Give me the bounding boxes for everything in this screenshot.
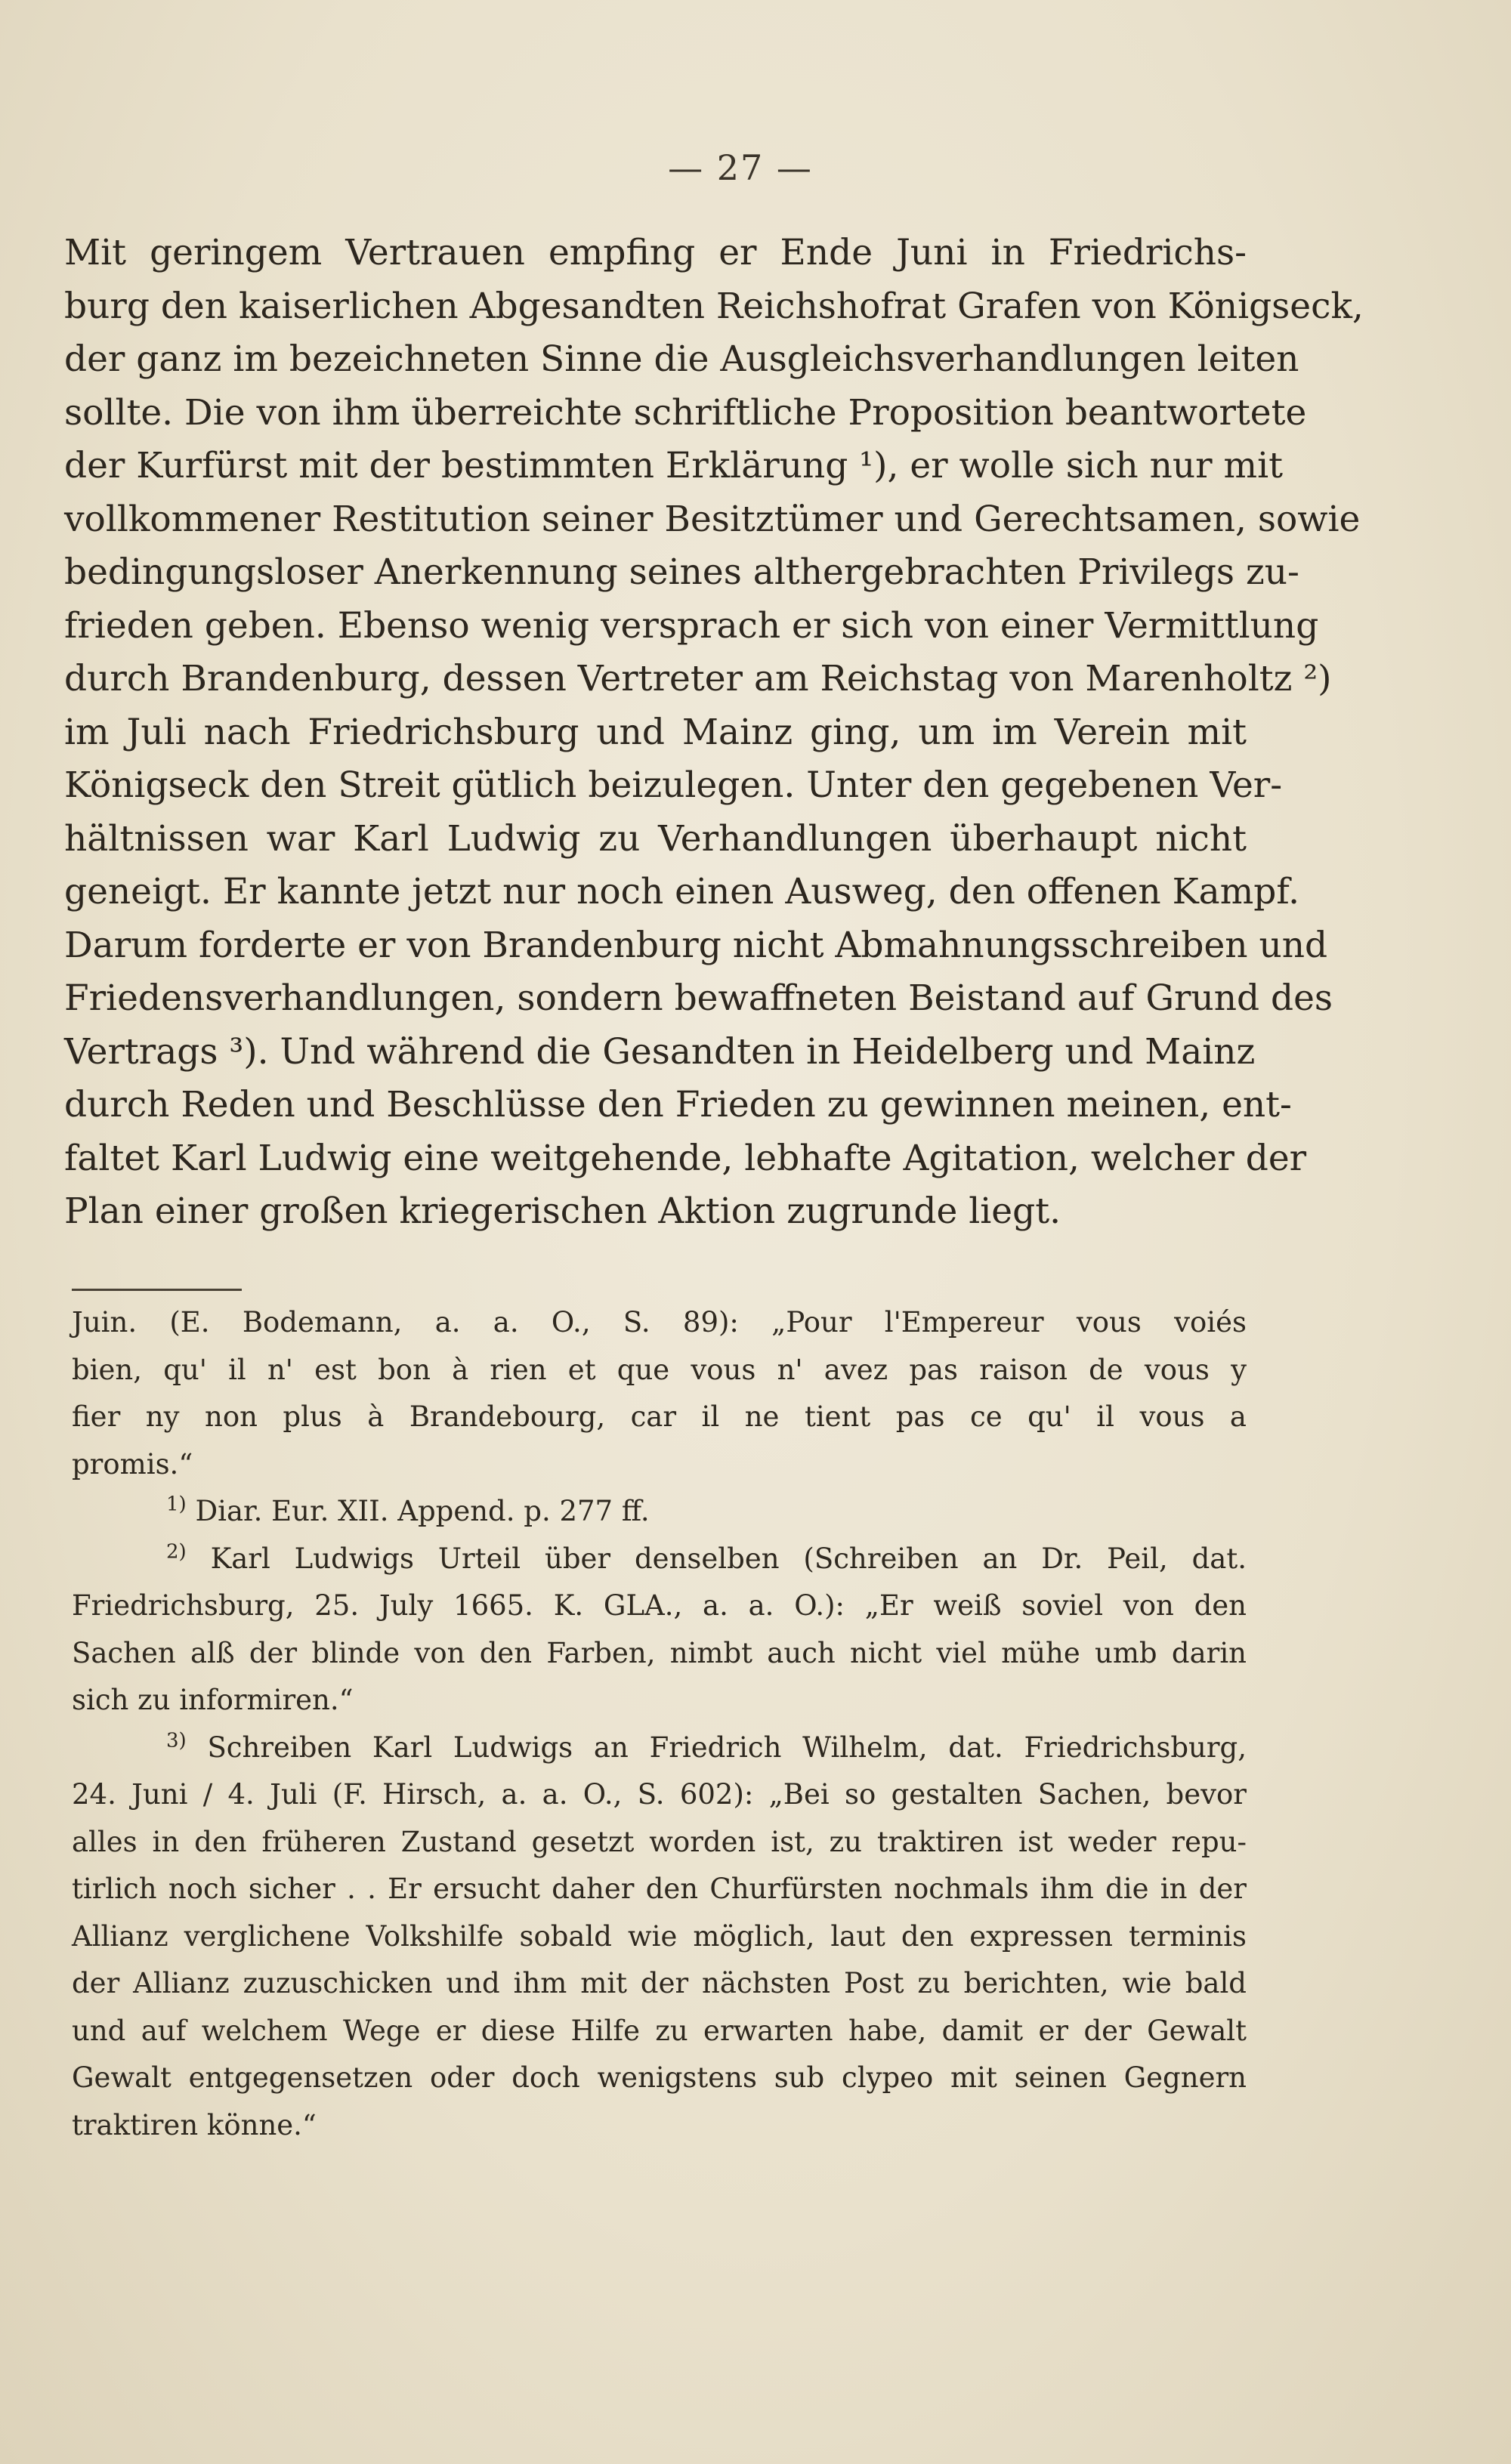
footnote-3-line: der Allianz zuzuschicken und ihm mit der nächsten Post zu berichten, wie bald [72, 1967, 1247, 1999]
body-line: Königseck den Streit gütlich beizulegen. Unter den gegebenen Ver- [64, 764, 1283, 806]
body-line: Plan einer großen kriegerischen Aktion zugrunde liegt. [64, 1190, 1061, 1232]
body-line: frieden geben. Ebenso wenig versprach er sich von einer Vermittlung [64, 604, 1319, 647]
footnote-2-line: Sachen alß der blinde von den Farben, nimbt auch nicht viel mühe umb darin [72, 1636, 1247, 1669]
body-line: burg den kaiserlichen Abgesandten Reichshofrat Grafen von Königseck, [64, 285, 1364, 327]
body-line: durch Brandenburg, dessen Vertreter am Reichstag von Marenholtz ²) [64, 658, 1332, 699]
footnote-2-line: Karl Ludwigs Urteil über denselben (Schreiben an Dr. Peil, dat. [210, 1542, 1247, 1575]
body-line: vollkommener Restitution seiner Besitztümer und Gerechtsamen, sowie [64, 498, 1361, 540]
body-line: Mit geringem Vertrauen empfing er Ende Juni in Friedrichs- [64, 232, 1247, 273]
footnote-continuation-line: promis.“ [72, 1447, 193, 1481]
footnote-3-mark: 3) [166, 1729, 187, 1752]
footnote-2-line: sich zu informiren.“ [72, 1684, 354, 1716]
body-line: im Juli nach Friedrichsburg und Mainz ging, um im Verein mit [64, 711, 1247, 753]
body-line: faltet Karl Ludwig eine weitgehende, lebhafte Agitation, welcher der [64, 1137, 1307, 1179]
footnote-3-line: alles in den früheren Zustand gesetzt worden ist, zu traktiren ist weder repu- [72, 1825, 1247, 1858]
body-line: Vertrags ³). Und während die Gesandten in Heidelberg und Mainz [64, 1030, 1256, 1073]
body-line: der Kurfürst mit der bestimmten Erklärung ¹), er wolle sich nur mit [64, 445, 1284, 486]
footnote-3-line: Schreiben Karl Ludwigs an Friedrich Wilhelm, dat. Friedrichsburg, [207, 1731, 1247, 1764]
footnote-3-line: und auf welchem Wege er diese Hilfe zu erwarten habe, damit er der Gewalt [72, 2014, 1247, 2047]
main-paragraph [64, 227, 1364, 1239]
footnote-continuation-line: bien, qu' il n' est bon à rien et que vous n' avez pas raison de vous y [72, 1353, 1247, 1386]
footnote-1 [72, 1488, 1247, 1536]
footnote-2 [72, 1536, 1247, 1583]
footnote-1-text: Diar. Eur. XII. Append. p. 277 ff. [195, 1495, 650, 1527]
footnote-2-mark: 2) [166, 1540, 187, 1564]
footnote-continuation-line: Juin. (E. Bodemann, a. a. O., S. 89): „Pour l'Empereur vous voiés [72, 1306, 1247, 1339]
body-line: Friedensverhandlungen, sondern bewaffneten Beistand auf Grund des [64, 977, 1333, 1019]
footnote-3 [72, 1724, 1247, 1772]
footnotes [72, 1299, 1247, 2149]
footnote-3-line: Allianz verglichene Volkshilfe sobald wie möglich, laut den expressen terminis [72, 1919, 1247, 1953]
body-line: hältnissen war Karl Ludwig zu Verhandlungen überhaupt nicht [64, 817, 1247, 860]
footnote-3-line: traktiren könne.“ [72, 2108, 317, 2141]
body-line: durch Reden und Beschlüsse den Frieden zu gewinnen meinen, ent- [64, 1084, 1292, 1125]
body-line: sollte. Die von ihm überreichte schriftliche Proposition beantwortete [64, 391, 1307, 434]
footnote-3-line: 24. Juni / 4. Juli (F. Hirsch, a. a. O., S. 602): „Bei so gestalten Sachen, bevor [72, 1778, 1247, 1811]
footnote-2-line: Friedrichsburg, 25. July 1665. K. GLA., a. a. O.): „Er weiß soviel von den [72, 1589, 1247, 1622]
page-number: — 27 — [668, 147, 813, 188]
footnote-1-mark: 1) [166, 1493, 187, 1516]
body-line: der ganz im bezeichneten Sinne die Ausgleichsverhandlungen leiten [64, 338, 1299, 380]
footnote-divider [72, 1289, 242, 1291]
footnote-continuation-line: fier ny non plus à Brandebourg, car il ne tient pas ce qu' il vous a [72, 1400, 1247, 1433]
body-line: Darum forderte er von Brandenburg nicht Abmahnungsschreiben und [64, 924, 1328, 966]
body-line: bedingungsloser Anerkennung seines althergebrachten Privilegs zu- [64, 551, 1299, 593]
footnote-3-line: Gewalt entgegensetzen oder doch wenigstens sub clypeo mit seinen Gegnern [72, 2061, 1247, 2094]
footnote-3-line: tirlich noch sicher . . Er ersucht daher den Churfürsten nochmals ihm die in der [72, 1873, 1247, 1905]
body-line: geneigt. Er kannte jetzt nur noch einen Ausweg, den offenen Kampf. [64, 871, 1300, 912]
